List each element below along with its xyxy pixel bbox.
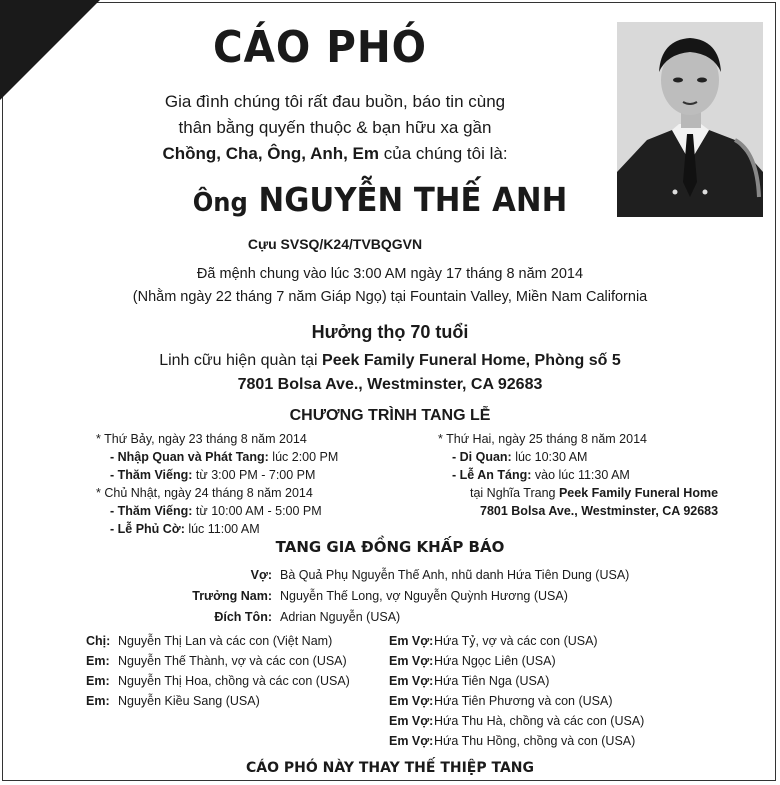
intro-line-1: Gia đình chúng tôi rất đau buồn, báo tin cùng — [164, 92, 506, 111]
event-time: vào lúc 11:30 AM — [531, 468, 630, 482]
relations: Chồng, Cha, Ông, Anh, Em — [162, 144, 380, 163]
age-line: Hưởng thọ 70 tuổi — [311, 322, 469, 342]
siblings-text: Nguyễn Thị Lan và các con (Việt Nam) — [118, 634, 333, 648]
event-time: lúc 10:30 AM — [511, 450, 588, 464]
intro-line-2: thân bằng quyến thuộc & bạn hữu xa gần — [178, 118, 492, 137]
intro-line-3-rest: của chúng tôi là: — [379, 144, 508, 163]
spouse-text: Bà Quả Phụ Nguyễn Thế Anh, nhũ danh Hứa Tiên Dung (USA) — [280, 568, 630, 582]
left-row — [96, 486, 313, 500]
program-date: * Chủ Nhật, ngày 24 tháng 8 năm 2014 — [96, 486, 313, 500]
right-row — [452, 468, 630, 482]
right-row — [470, 486, 718, 500]
burial-place: Peek Family Funeral Home — [558, 486, 719, 500]
in_laws-text: Hứa Tiên Nga (USA) — [434, 674, 550, 688]
program-date: * Thứ Bảy, ngày 23 tháng 8 năm 2014 — [96, 432, 307, 446]
mourning-corner-ribbon — [0, 0, 100, 100]
family-heading: TANG GIA ĐỒNG KHẤP BÁO — [275, 538, 505, 556]
right-row — [452, 450, 587, 464]
event-time: từ 10:00 AM - 5:00 PM — [192, 504, 322, 518]
eldest-son-label: Trưởng Nam: — [192, 589, 272, 603]
in_laws-label: Em Vợ: — [389, 734, 434, 748]
in_laws-text: Hứa Thu Hồng, chồng và con (USA) — [434, 734, 636, 748]
left-row — [110, 468, 315, 482]
in_laws-label: Em Vợ: — [389, 654, 434, 668]
siblings-label: Em: — [86, 654, 110, 668]
grandson-text: Adrian Nguyễn (USA) — [280, 610, 401, 624]
name-main: NGUYỄN THẾ ANH — [258, 180, 568, 219]
in_laws-label: Em Vợ: — [389, 634, 434, 648]
in_laws-label: Em Vợ: — [389, 674, 434, 688]
siblings-text: Nguyễn Kiều Sang (USA) — [118, 694, 260, 708]
in_laws-label: Em Vợ: — [389, 694, 434, 708]
page-title: CÁO PHÓ — [213, 22, 427, 73]
event-label: - Di Quan: — [452, 450, 512, 464]
left-row — [110, 504, 322, 518]
burial-address: 7801 Bolsa Ave., Westminster, CA 92683 — [480, 504, 719, 518]
footer-note: CÁO PHÓ NÀY THAY THẾ THIỆP TANG — [245, 760, 535, 776]
event-time: từ 3:00 PM - 7:00 PM — [192, 468, 316, 482]
siblings-label: Chị: — [86, 634, 111, 648]
left-row — [110, 450, 338, 464]
left-row — [96, 432, 307, 446]
viewing-address: 7801 Bolsa Ave., Westminster, CA 92683 — [237, 376, 543, 393]
event-label: - Nhập Quan và Phát Tang: — [110, 450, 269, 464]
deceased-name — [166, 180, 594, 219]
program-heading: CHƯƠNG TRÌNH TANG LỄ — [289, 407, 491, 424]
siblings-text: Nguyễn Thế Thành, vợ và các con (USA) — [118, 654, 347, 668]
viewing-prefix: Linh cữu hiện quàn tại — [159, 352, 323, 369]
event-label: - Lễ Phủ Cờ: — [110, 522, 185, 536]
name-prefix: Ông — [192, 188, 248, 218]
program-date: * Thứ Hai, ngày 25 tháng 8 năm 2014 — [438, 432, 647, 446]
siblings-label: Em: — [86, 674, 110, 688]
right-row — [438, 432, 647, 446]
in_laws-text: Hứa Tiên Phương và con (USA) — [434, 694, 613, 708]
viewing-line-1 — [0, 352, 780, 370]
in_laws-label: Em Vợ: — [389, 714, 434, 728]
left-row — [110, 522, 260, 536]
burial-prefix: tại Nghĩa Trang — [470, 486, 559, 500]
intro-line-3 — [100, 144, 570, 164]
viewing-place: Peek Family Funeral Home, Phòng số 5 — [322, 352, 621, 369]
in_laws-text: Hứa Thu Hà, chồng và các con (USA) — [434, 714, 645, 728]
death-line-2: (Nhằm ngày 22 tháng 7 năm Giáp Ngọ) tại Fountain Valley, Miền Nam California — [132, 289, 648, 305]
siblings-label: Em: — [86, 694, 110, 708]
portrait-photo — [617, 22, 763, 217]
event-time: lúc 11:00 AM — [184, 522, 260, 536]
death-line-1: Đã mệnh chung vào lúc 3:00 AM ngày 17 tháng 8 năm 2014 — [196, 266, 584, 282]
grandson-label: Đích Tôn: — [214, 610, 272, 624]
deceased-subtitle: Cựu SVSQ/K24/TVBQGVN — [247, 236, 423, 252]
spouse-label: Vợ: — [250, 568, 272, 582]
event-time: lúc 2:00 PM — [268, 450, 339, 464]
siblings-text: Nguyễn Thị Hoa, chồng và các con (USA) — [118, 674, 350, 688]
right-row — [480, 504, 718, 518]
in_laws-text: Hứa Ngọc Liên (USA) — [434, 654, 556, 668]
in_laws-text: Hứa Tỷ, vợ và các con (USA) — [434, 634, 598, 648]
event-label: - Thăm Viếng: — [110, 504, 193, 518]
event-label: - Lễ An Táng: — [452, 468, 532, 482]
eldest-son-text: Nguyễn Thế Long, vợ Nguyễn Quỳnh Hương (USA) — [280, 589, 568, 603]
event-label: - Thăm Viếng: — [110, 468, 193, 482]
